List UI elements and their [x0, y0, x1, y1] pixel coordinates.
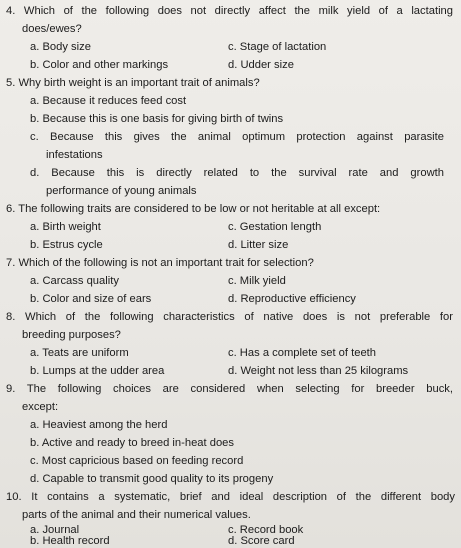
question-7-stem: 7. Which of the following is not an important trait for selection? [6, 257, 314, 269]
question-8-stem-line-2: breeding purposes? [22, 329, 121, 341]
question-9-option-b: b. Active and ready to breed in-heat does [30, 437, 234, 449]
question-5-option-d-line-2: performance of young animals [46, 185, 197, 197]
question-4-option-d: d. Udder size [228, 59, 294, 71]
question-5-option-d-line-1: d. Because this is directly related to the survival rate and growth [30, 167, 444, 179]
question-5-option-a: a. Because it reduces feed cost [30, 95, 187, 107]
question-10-stem-line-1: 10. It contains a systematic, brief and ideal description of the different body [6, 491, 455, 503]
question-6-option-b: b. Estrus cycle [30, 239, 103, 251]
question-8-option-a: a. Teats are uniform [30, 347, 129, 359]
question-4-stem-line-1: 4. Which of the following does not directly affect the milk yield of a lactating [6, 5, 453, 17]
question-6-stem: 6. The following traits are considered to be low or not heritable at all except: [6, 203, 381, 215]
question-6-option-a: a. Birth weight [30, 221, 101, 233]
question-7-option-b: b. Color and size of ears [30, 293, 152, 305]
question-8-stem-line-1: 8. Which of the following characteristics of native does is not preferable for [6, 311, 453, 323]
question-9-option-d: d. Capable to transmit good quality to its progeny [30, 473, 274, 485]
question-10-option-c: c. Record book [228, 524, 304, 536]
question-8-option-b: b. Lumps at the udder area [30, 365, 165, 377]
question-9-stem-line-1: 9. The following choices are considered when selecting for breeder buck, [6, 383, 453, 395]
question-5-option-c-line-1: c. Because this gives the animal optimum protection against parasite [30, 131, 444, 143]
question-10-stem-line-2: parts of the animal and their numerical values. [22, 509, 251, 521]
question-4-option-a: a. Body size [30, 41, 91, 53]
question-6-option-d: d. Litter size [228, 239, 289, 251]
question-7-option-d: d. Reproductive efficiency [228, 293, 356, 305]
question-10-option-d: d. Score card [228, 535, 295, 547]
question-7-option-c: c. Milk yield [228, 275, 286, 287]
question-8-option-c: c. Has a complete set of teeth [228, 347, 376, 359]
question-9-stem-line-2: except: [22, 401, 59, 413]
question-5-option-b: b. Because this is one basis for giving birth of twins [30, 113, 284, 125]
question-8-option-d: d. Weight not less than 25 kilograms [228, 365, 409, 377]
question-10-option-b: b. Health record [30, 535, 110, 547]
question-5-stem: 5. Why birth weight is an important trait of animals? [6, 77, 260, 89]
question-4-option-b: b. Color and other markings [30, 59, 169, 71]
question-4-option-c: c. Stage of lactation [228, 41, 327, 53]
question-5-option-c-line-2: infestations [46, 149, 103, 161]
question-10-option-a: a. Journal [30, 524, 80, 536]
question-4-stem-line-2: does/ewes? [22, 23, 82, 35]
question-7-option-a: a. Carcass quality [30, 275, 119, 287]
question-9-option-c: c. Most capricious based on feeding record [30, 455, 244, 467]
question-9-option-a: a. Heaviest among the herd [30, 419, 168, 431]
question-6-option-c: c. Gestation length [228, 221, 322, 233]
